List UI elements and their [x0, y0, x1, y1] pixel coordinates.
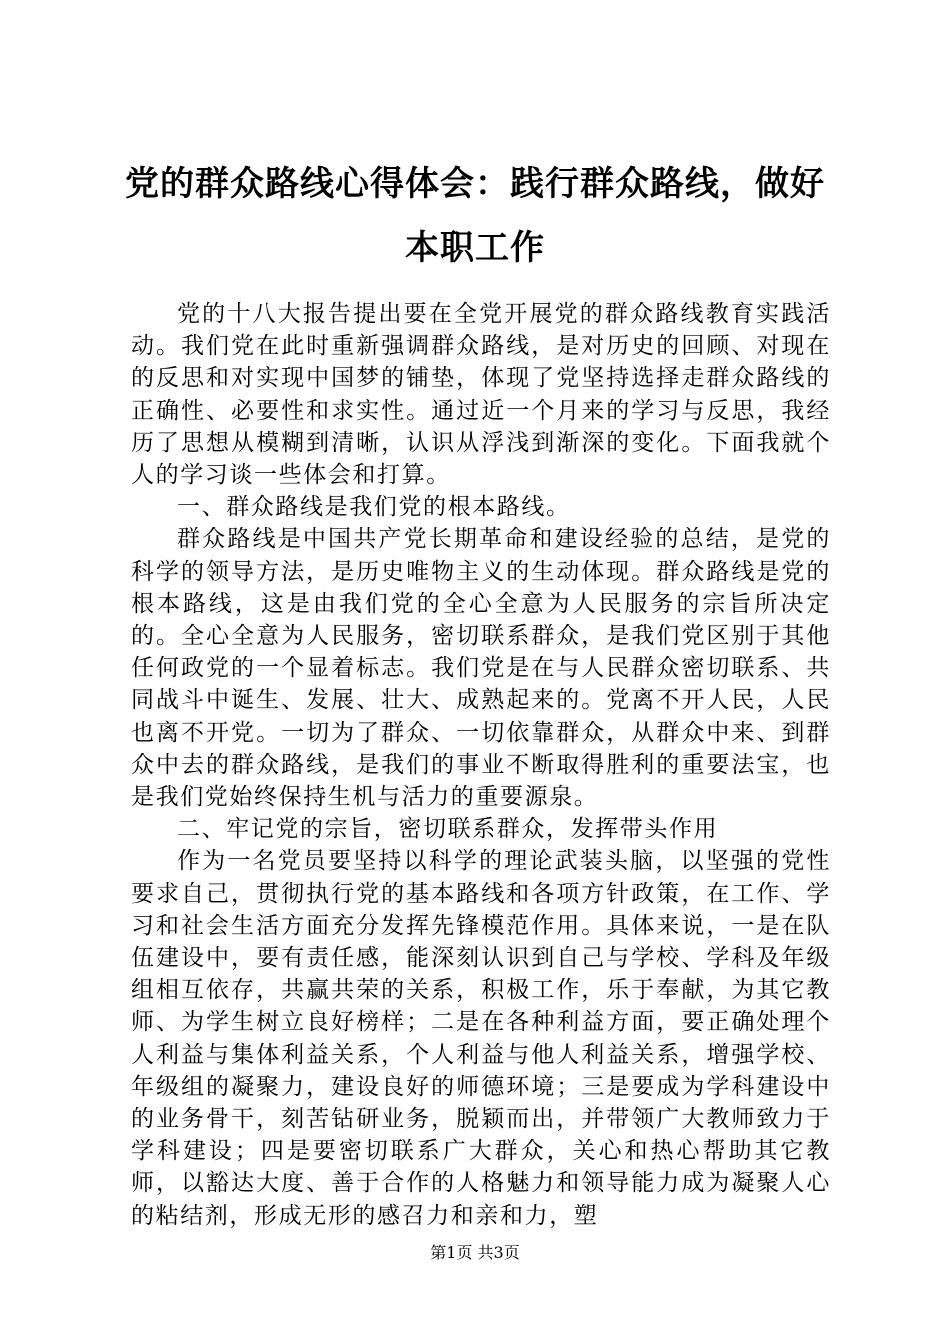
paragraph-section-2: 作为一名党员要坚持以科学的理论武装头脑，以坚强的党性要求自己，贯彻执行党的基本路线和各项方针政策，在工作、学习和社会生活方面充分发挥先锋模范作用。具体来说，一是在队伍建设中，要有责任感，能深刻认识到自己与学校、学科及年级组相互依存，共赢共荣的关系，积极工作，乐于奉献，为其它教师、为学生树立良好榜样；二是在各种利益方面，要正确处理个人利益与集体利益关系，个人利益与他人利益关系，增强学校、年级组的凝聚力，建设良好的师德环境；三是要成为学科建设中的业务骨干，刻苦钻研业务，脱颖而出，并带领广大教师致力于学科建设；四是要密切联系广大群众，关心和热心帮助其它教师，以豁达大度、善于合作的人格魅力和领导能力成为凝聚人心的粘结剂，形成无形的感召力和亲和力，塑: [131, 848, 831, 1229]
paragraph-section-1: 群众路线是中国共产党长期革命和建设经验的总结，是党的科学的领导方法，是历史唯物主义的生动体现。群众路线是党的根本路线，这是由我们党的全心全意为人民服务的宗旨所决定的。全心全意为人民服务，密切联系群众，是我们党区别于其他任何政党的一个显着标志。我们党是在与人民群众密切联系、共同战斗中诞生、发展、壮大、成熟起来的。党离不开人民，人民也离不开党。一切为了群众、一切依靠群众，从群众中来、到群众中去的群众路线，是我们的事业不断取得胜利的重要法宝，也是我们党始终保持生机与活力的重要源泉。: [131, 526, 831, 811]
section-heading-2: 二、牢记党的宗旨，密切联系群众，发挥带头作用: [177, 816, 719, 843]
page-number-footer: 第1页 共3页: [430, 1243, 520, 1262]
document-title: 党的群众路线心得体会：践行群众路线，做好本职工作: [125, 164, 825, 268]
paragraph-intro: 党的十八大报告提出要在全党开展党的群众路线教育实践活动。我们党在此时重新强调群众路线，是对历史的回顾、对现在的反思和对实现中国梦的铺垫，体现了党坚持选择走群众路线的正确性、必要性和求实性。通过近一个月来的学习与反思，我经历了思想从模糊到清晰，认识从浮浅到渐深的变化。下面我就个人的学习谈一些体会和打算。: [131, 301, 831, 489]
document-body: [131, 298, 831, 1232]
section-heading-1: 一、群众路线是我们党的根本路线。: [177, 494, 571, 521]
